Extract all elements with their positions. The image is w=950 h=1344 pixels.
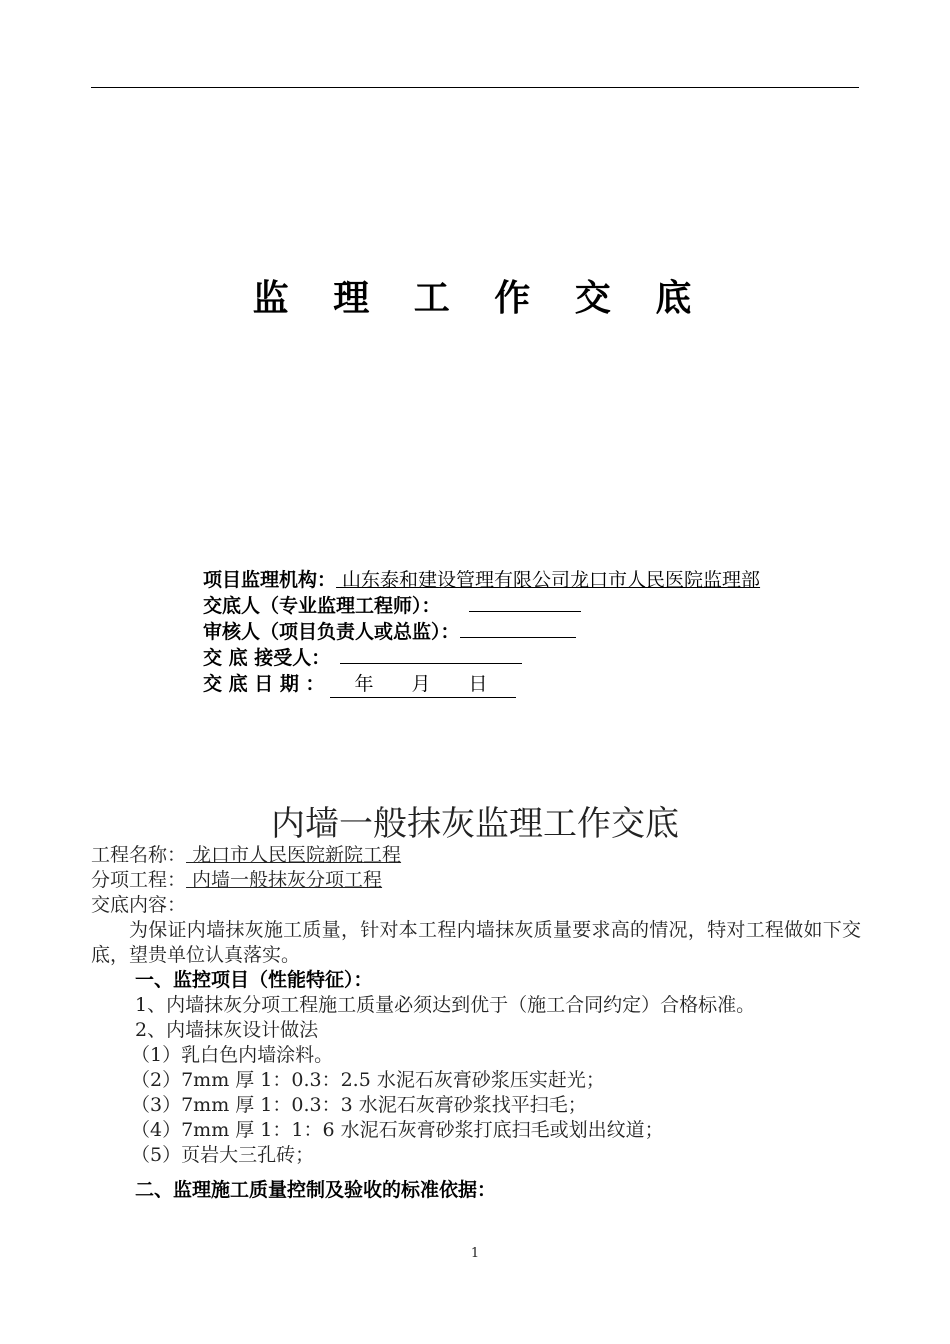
org-label: 项目监理机构： xyxy=(203,569,337,591)
reviewer-blank xyxy=(460,619,576,638)
sub-item: （4）7mm 厚 1：1：6 水泥石灰膏砂浆打底扫毛或划出纹道； xyxy=(131,1119,664,1141)
receiver-row xyxy=(203,645,760,671)
giver-label: 交底人（专业监理工程师）： xyxy=(203,595,441,617)
reviewer-label: 审核人（项目负责人或总监）： xyxy=(203,621,460,643)
sub-item: （1）乳白色内墙涂料。 xyxy=(131,1044,334,1066)
item-1: 1、内墙抹灰分项工程施工质量必须达到优于（施工合同约定）合格标准。 xyxy=(135,994,756,1016)
date-blank xyxy=(330,671,515,698)
page-number: 1 xyxy=(470,1246,480,1261)
date-month: 月 xyxy=(411,673,431,695)
content-label: 交底内容： xyxy=(91,894,187,916)
cover-title: 监 理 工 作 交 底 xyxy=(252,278,708,319)
document-body xyxy=(91,843,861,1203)
reviewer-row xyxy=(203,619,760,645)
sub-item: （3）7mm 厚 1：0.3：3 水泥石灰膏砂浆找平扫毛； xyxy=(131,1094,587,1116)
date-row xyxy=(203,671,760,698)
subproject-row xyxy=(91,868,861,893)
project-value: 龙口市人民医院新院工程 xyxy=(186,844,402,866)
date-label: 交 底 日 期 ： xyxy=(203,673,325,695)
project-row xyxy=(91,843,861,868)
cover-info-block xyxy=(203,567,760,698)
sub-item: （2）7mm 厚 1：0.3：2.5 水泥石灰膏砂浆压实赶光； xyxy=(131,1069,605,1091)
section2-heading: 二、监理施工质量控制及验收的标准依据： xyxy=(135,1179,497,1201)
subproject-value: 内墙一般抹灰分项工程 xyxy=(186,869,383,891)
giver-blank xyxy=(469,593,581,612)
org-value: 山东泰和建设管理有限公司龙口市人民医院监理部 xyxy=(336,569,761,591)
org-row xyxy=(203,567,760,593)
receiver-blank xyxy=(340,645,522,664)
receiver-label: 交 底 接受人： xyxy=(203,647,331,669)
date-day: 日 xyxy=(468,673,488,695)
header-rule xyxy=(91,87,859,88)
document-title: 内墙一般抹灰监理工作交底 xyxy=(271,804,679,844)
date-year: 年 xyxy=(354,673,374,695)
sub-item: （5）页岩大三孔砖； xyxy=(131,1144,315,1166)
project-label: 工程名称： xyxy=(91,844,187,866)
giver-row xyxy=(203,593,760,619)
item-2: 2、内墙抹灰设计做法 xyxy=(135,1019,319,1041)
subproject-label: 分项工程： xyxy=(91,869,187,891)
section1-heading: 一、监控项目（性能特征）： xyxy=(135,969,373,991)
intro-paragraph: 为保证内墙抹灰施工质量，针对本工程内墙抹灰质量要求高的情况，特对工程做如下交底，望贵单位认真落实。 xyxy=(91,919,861,966)
